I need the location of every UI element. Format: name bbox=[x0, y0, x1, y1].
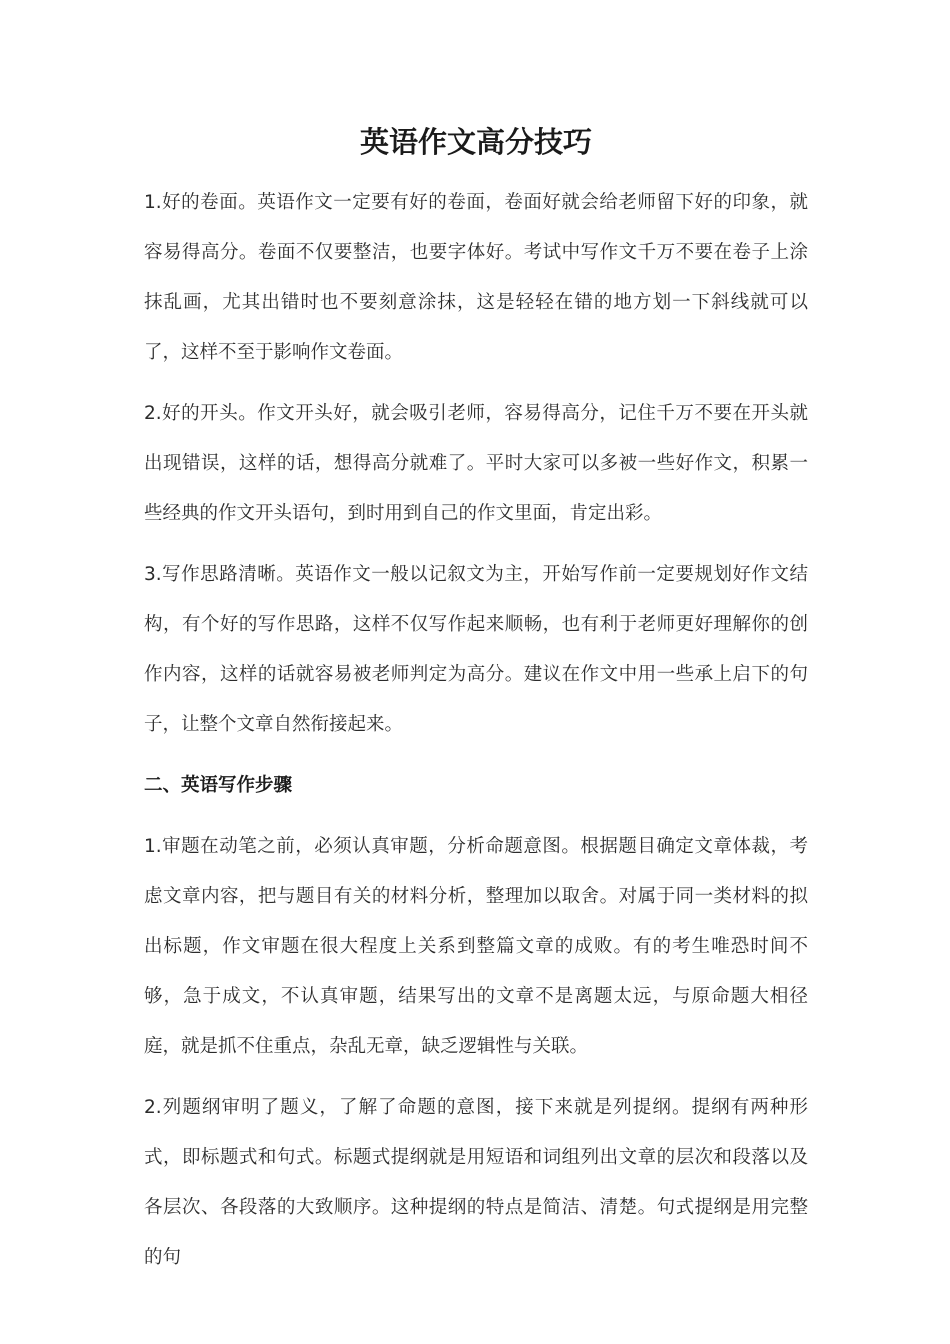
paragraph-good-paper: 1.好的卷面。英语作文一定要有好的卷面，卷面好就会给老师留下好的印象，就容易得高分。卷面不仅要整洁，也要字体好。考试中写作文千万不要在卷子上涂抹乱画，尤其出错时也不要刻意涂抹，这是轻轻在错的地方划一下斜线就可以了，这样不至于影响作文卷面。 bbox=[144, 192, 808, 363]
paragraph-clear-thinking: 3.写作思路清晰。英语作文一般以记叙文为主，开始写作前一定要规划好作文结构，有个好的写作思路，这样不仅写作起来顺畅，也有利于老师更好理解你的创作内容，这样的话就容易被老师判定为高分。建议在作文中用一些承上启下的句子，让整个文章自然衔接起来。 bbox=[144, 564, 808, 735]
paragraph-good-opening: 2.好的开头。作文开头好，就会吸引老师，容易得高分，记住千万不要在开头就出现错误，这样的话，想得高分就难了。平时大家可以多被一些好作文，积累一些经典的作文开头语句，到时用到自己的作文里面，肯定出彩。 bbox=[144, 403, 808, 524]
paragraph-outline: 2.列题纲审明了题义，了解了命题的意图，接下来就是列提纲。提纲有两种形式，即标题式和句式。标题式提纲就是用短语和词组列出文章的层次和段落以及各层次、各段落的大致顺序。这种提纲的特点是简洁、清楚。句式提纲是用完整的句 bbox=[144, 1097, 808, 1268]
document-title: 英语作文高分技巧 bbox=[359, 125, 592, 159]
section-heading-writing-steps: 二、英语写作步骤 bbox=[144, 775, 293, 796]
paragraph-review-topic: 1.审题在动笔之前，必须认真审题，分析命题意图。根据题目确定文章体裁，考虑文章内容，把与题目有关的材料分析，整理加以取舍。对属于同一类材料的拟出标题，作文审题在很大程度上关系到整篇文章的成败。有的考生唯恐时间不够，急于成文，不认真审题，结果写出的文章不是离题太远，与原命题大相径庭，就是抓不住重点，杂乱无章，缺乏逻辑性与关联。 bbox=[144, 836, 808, 1057]
